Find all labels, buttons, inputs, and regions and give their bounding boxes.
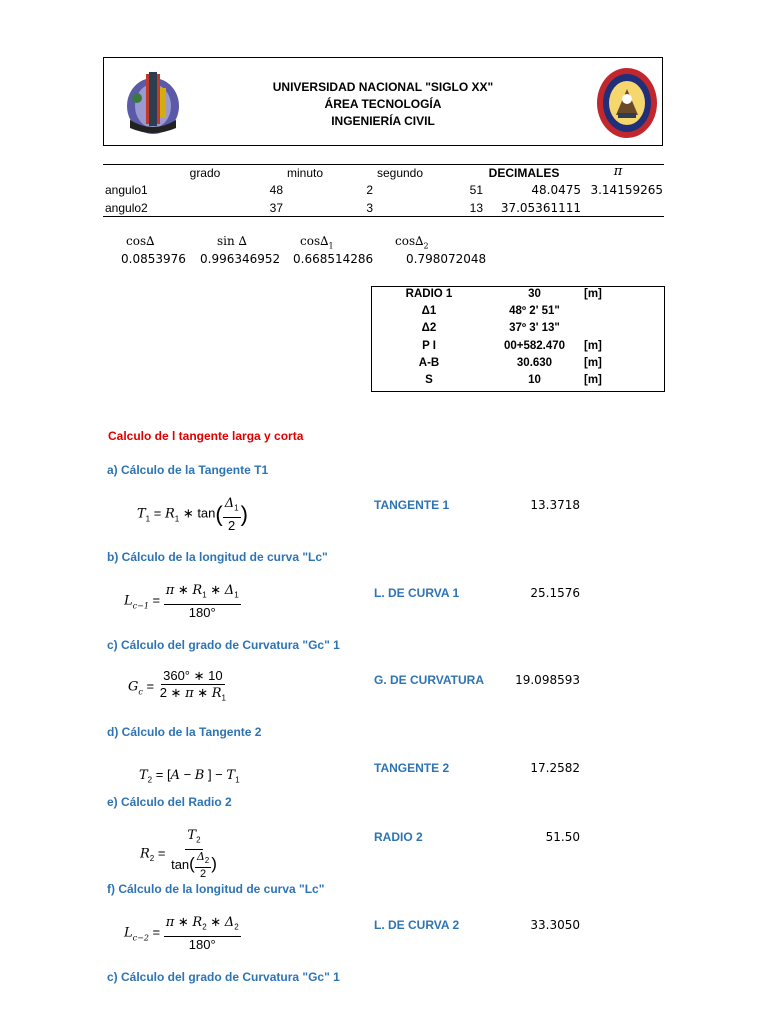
col-header-pi: π (613, 164, 623, 179)
curva1-value: 25.1576 (530, 586, 580, 600)
university-name: UNIVERSIDAD NACIONAL "SIGLO XX" (272, 80, 494, 94)
formula-lc1: $L_{c-1}$ = $\frac{\pi ∗ R_1 ∗ \Delta_1}{180^\circ}$ (124, 582, 239, 620)
data-label: Δ2 (421, 322, 437, 334)
section-c-title: c) Cálculo del grado de Curvatura "Gc" 1 (107, 638, 340, 652)
col-header-decimales: DECIMALES (488, 166, 560, 180)
col-header-segundo: segundo (376, 166, 424, 180)
data-value: 37º 3' 13" (509, 322, 560, 334)
data-unit: [m] (584, 340, 602, 352)
data-row (372, 373, 664, 390)
section-e-title: e) Cálculo del Radio 2 (107, 795, 232, 809)
sin-delta-label: sin ∆ (217, 234, 247, 248)
data-label: A-B (418, 357, 440, 369)
decimal-value: 48.0475 (531, 183, 581, 197)
cos-delta-value: 0.0853976 (121, 252, 186, 266)
data-value: 00+582.470 (503, 340, 566, 352)
data-row (372, 356, 664, 373)
career-name: INGENIERÍA CIVIL (331, 114, 435, 128)
row-label: angulo2 (105, 201, 148, 215)
radio2-value: 51.50 (545, 830, 580, 844)
tangente1-value: 13.3718 (530, 498, 580, 512)
col-header-minuto: minuto (286, 166, 324, 180)
main-title: Calculo de l tangente larga y corta (108, 429, 304, 443)
data-value: 30.630 (516, 357, 553, 369)
curva1-label: L. DE CURVA 1 (374, 586, 460, 600)
radio2-label: RADIO 2 (374, 830, 423, 844)
segundo-value: 51 (469, 183, 483, 197)
segundo-value: 13 (469, 201, 483, 215)
data-row (372, 321, 664, 338)
sin-delta-value: 0.996346952 (200, 252, 281, 266)
curvatura-value: 19.098593 (515, 673, 580, 687)
curva2-label: L. DE CURVA 2 (374, 918, 460, 932)
minuto-value: 3 (366, 201, 373, 215)
section-g-title: c) Cálculo del grado de Curvatura "Gc" 1 (107, 970, 340, 984)
data-row (372, 339, 664, 356)
section-a-title: a) Cálculo de la Tangente T1 (107, 463, 269, 477)
tangente1-label: TANGENTE 1 (374, 498, 450, 512)
formula-r2: $R_2$ = $T_2$ tan( $\frac{\Delta_2}{2}$ ) (140, 828, 217, 880)
data-label: RADIO 1 (405, 288, 453, 300)
minuto-value: 2 (366, 183, 373, 197)
grado-value: 48 (269, 183, 283, 197)
tangente2-label: TANGENTE 2 (374, 761, 450, 775)
cos-delta1-value: 0.668514286 (293, 252, 374, 266)
formula-gc: $G_c$ = $\frac{360^\circ ∗ 10}{2 ∗ \pi ∗ R_1}$ (128, 668, 226, 703)
angle-table (103, 164, 664, 217)
cos-delta2-value: 0.798072048 (406, 252, 487, 266)
tangente2-value: 17.2582 (530, 761, 580, 775)
grado-value: 37 (269, 201, 283, 215)
document-header (103, 57, 663, 146)
curva2-value: 33.3050 (530, 918, 580, 932)
cos-delta2-label: $\cos\Delta_2$ (395, 234, 429, 251)
data-unit: [m] (584, 288, 602, 300)
formula-lc2: $L_{c-2}$ = $\frac{\pi ∗ R_2 ∗ \Delta_2}{180^\circ}$ (124, 914, 239, 952)
data-label: P I (422, 340, 436, 352)
data-unit: [m] (584, 374, 602, 386)
formula-t2: $T_2 = [A - B$ ] − $T_1$ (139, 767, 240, 785)
section-f-title: f) Cálculo de la longitud de curva "Lc" (107, 882, 325, 896)
data-value: 30 (528, 288, 541, 300)
pi-value: 3.14159265 (590, 183, 663, 197)
curvatura-label: G. DE CURVATURA (374, 673, 485, 687)
data-label: Δ1 (421, 305, 437, 317)
section-d-title: d) Cálculo de la Tangente 2 (107, 725, 262, 739)
data-unit: [m] (584, 357, 602, 369)
data-value: 48º 2' 51" (509, 305, 560, 317)
section-b-title: b) Cálculo de la longitud de curva "Lc" (107, 550, 328, 564)
col-header-grado: grado (189, 166, 221, 180)
decimal-value: 37.05361111 (500, 201, 581, 215)
cos-delta-label: cos∆ (126, 234, 155, 248)
data-row (372, 287, 664, 304)
area-name: ÁREA TECNOLOGÍA (324, 97, 442, 111)
formula-t1: $T_1 = R_1$ ∗ tan( $\frac{\Delta_1}{2}$ ) (137, 496, 248, 533)
cos-delta1-label: $\cos\Delta_1$ (300, 234, 334, 251)
university-seal (596, 67, 658, 139)
row-label: angulo1 (105, 183, 148, 197)
input-data-box (371, 286, 665, 392)
data-value: 10 (528, 374, 541, 386)
data-label: S (425, 374, 433, 386)
data-row (372, 304, 664, 321)
